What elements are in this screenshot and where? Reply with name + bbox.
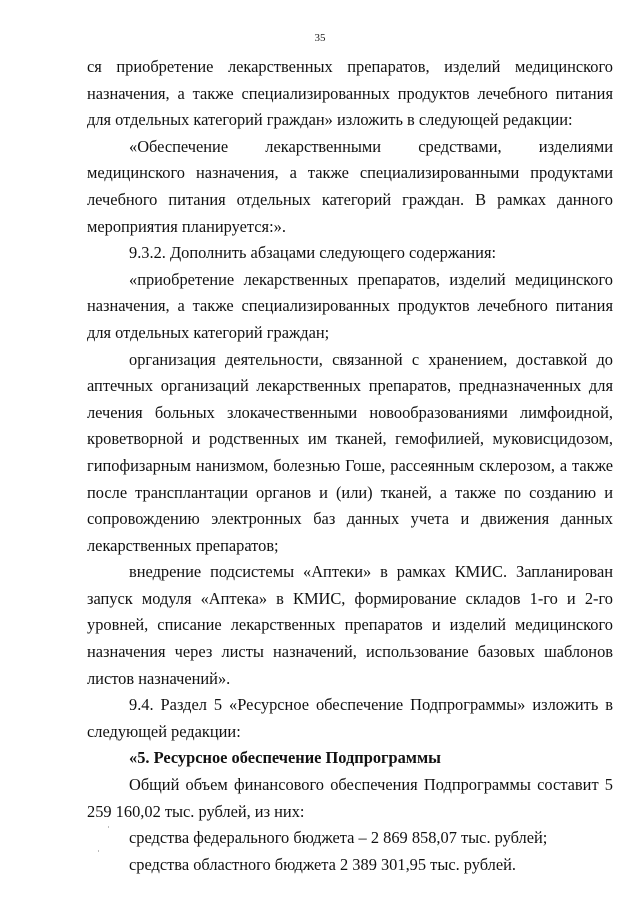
- scan-speck: [98, 850, 99, 852]
- paragraph-acquisition: «приобретение лекарственных препаратов, изделий медицинского назначения, а также специализированных продуктов лечебного питания для отдельных категорий граждан;: [87, 269, 613, 342]
- page-number: 35: [314, 32, 326, 44]
- document-body: [87, 54, 613, 878]
- paragraph-item-9-4: 9.4. Раздел 5 «Ресурсное обеспечение Подпрограммы» изложить в следующей редакции:: [87, 695, 613, 741]
- scan-speck: [108, 826, 109, 828]
- section-heading: «5. Ресурсное обеспечение Подпрограммы: [129, 748, 441, 768]
- paragraph-regional-budget: средства областного бюджета 2 389 301,95 тыс. рублей.: [129, 854, 517, 874]
- paragraph-item-9-3-2: 9.3.2. Дополнить абзацами следующего содержания:: [129, 243, 497, 263]
- paragraph-federal-budget: средства федерального бюджета – 2 869 858,07 тыс. рублей;: [129, 828, 548, 848]
- paragraph-total-funding: Общий объем финансового обеспечения Подпрограммы составит 5 259 160,02 тыс. рублей, из них:: [87, 775, 613, 821]
- paragraph-continuation: ся приобретение лекарственных препаратов, изделий медицинского назначения, а также специализированных продуктов лечебного питания для отдельных категорий граждан» изложить в следующей редакции:: [87, 57, 613, 130]
- paragraph-apteki-subsystem: внедрение подсистемы «Аптеки» в рамках КМИС. Запланирован запуск модуля «Аптека» в КМИС, формирование складов 1-го и 2-го уровней, списание лекарственных препаратов и изделий медицинского назначения через листы назначений, использование базовых шаблонов листов назначений».: [87, 562, 613, 688]
- paragraph-quoted-title: «Обеспечение лекарственными средствами, изделиями медицинского назначения, а также специализированными продуктами лечебного питания отдельных категорий граждан. В рамках данного мероприятия планируется:».: [87, 136, 613, 236]
- paragraph-organization: организация деятельности, связанной с хранением, доставкой до аптечных организаций лекарственных препаратов, предназначенных для лечения больных злокачественными новообразованиями лимфоидной, кроветворной и родственных им тканей, гемофилией, муковисцидозом, гипофизарным нанизмом, болезнью Гоше, рассеянным склерозом, а также после трансплантации органов и (или) тканей, а также по созданию и сопровождению электронных баз данных учета и движения данных лекарственных препаратов;: [87, 349, 613, 555]
